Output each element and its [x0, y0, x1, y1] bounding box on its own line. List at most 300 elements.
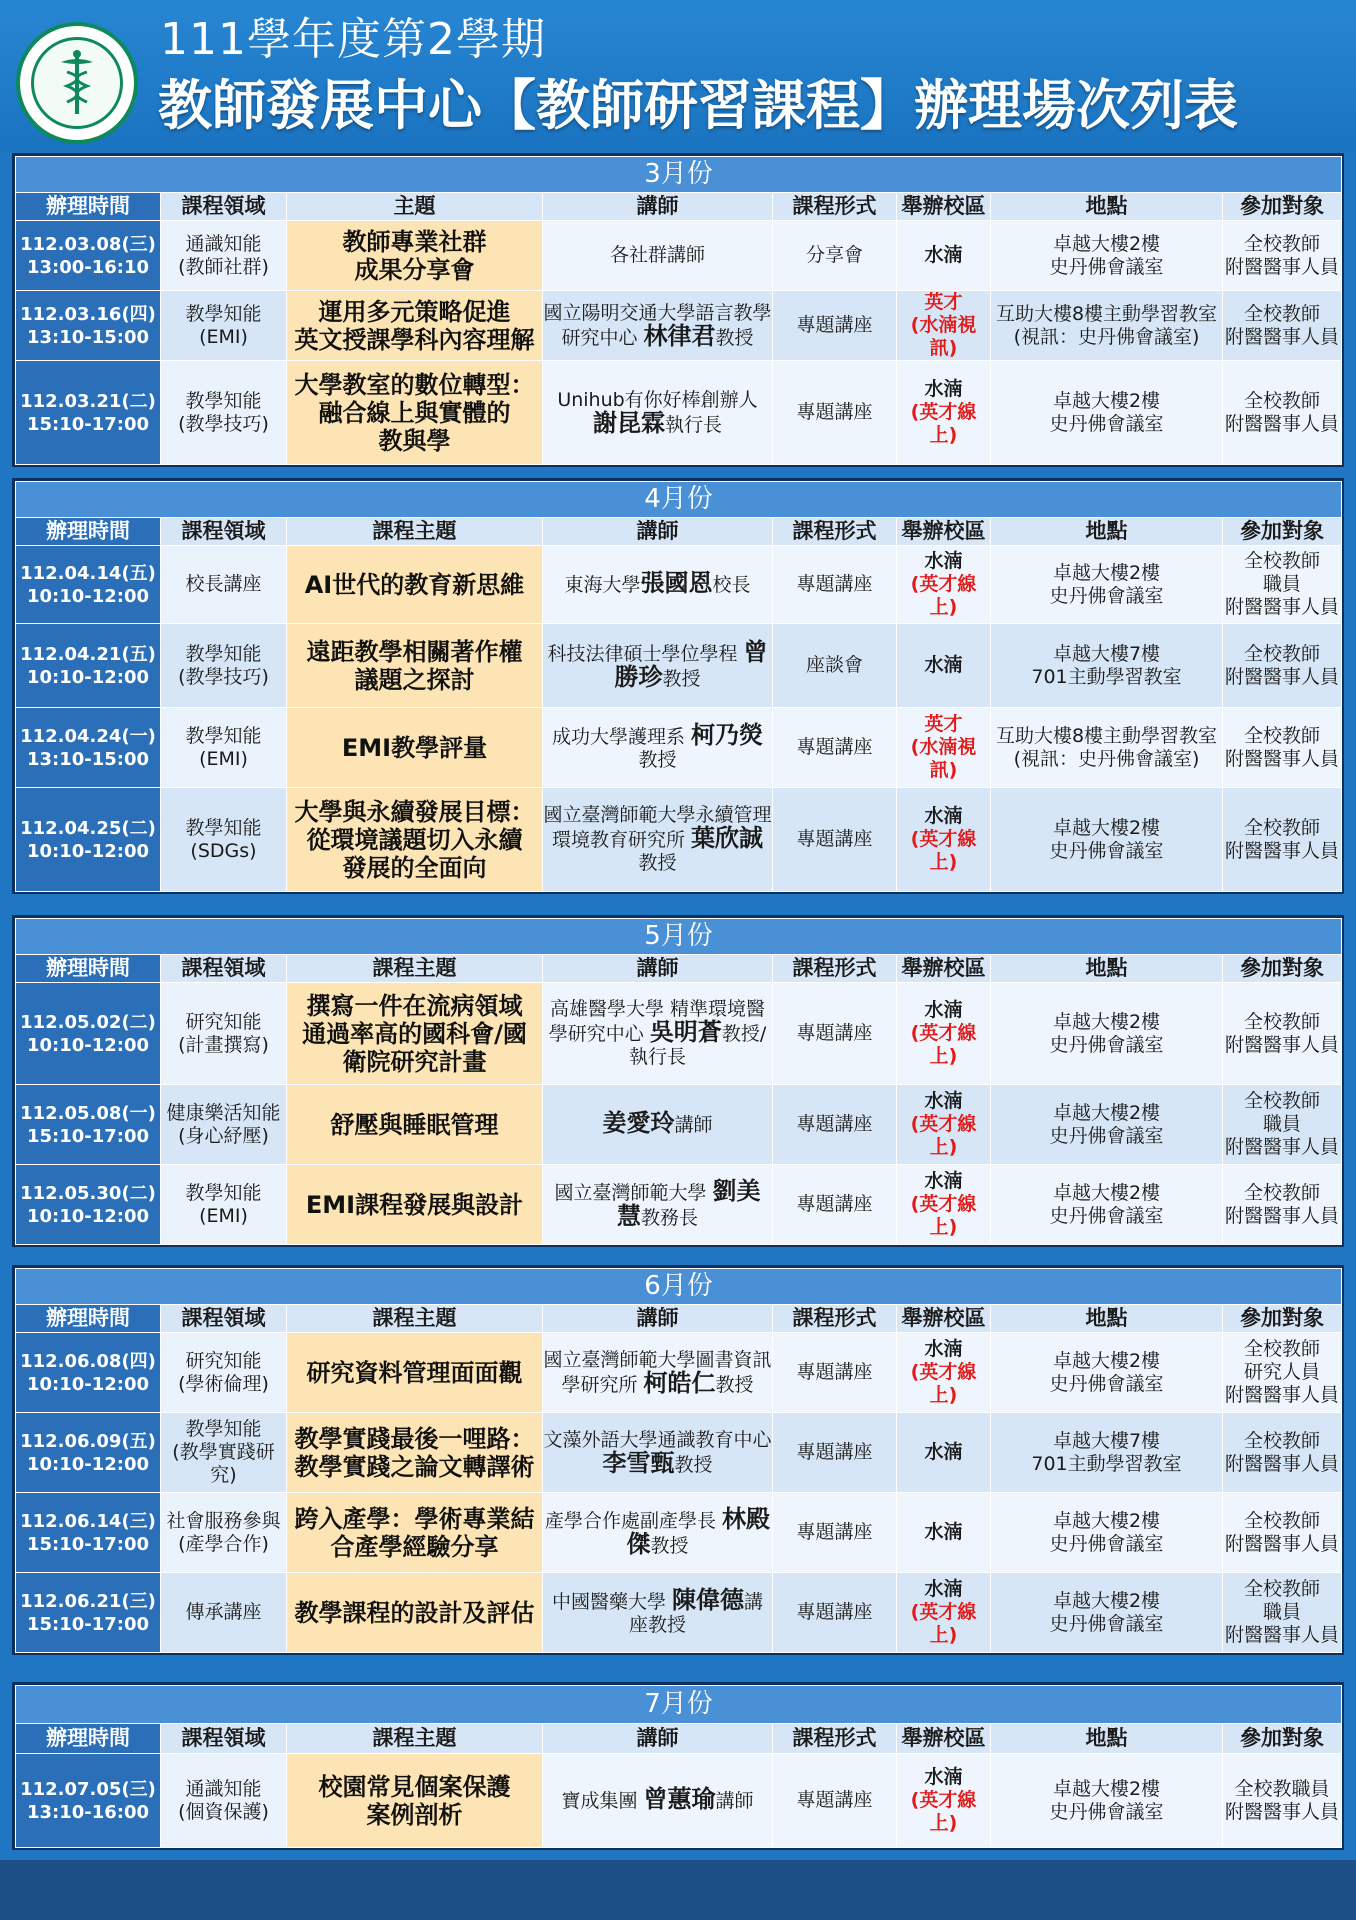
course-domain: [161, 1493, 287, 1573]
month-section-3: [12, 153, 1344, 467]
audience: [1223, 624, 1342, 708]
location: [991, 546, 1223, 624]
domain-line: 教學知能: [185, 1181, 262, 1204]
column-header-row: [16, 955, 1342, 983]
location-line: 701主動學習教室: [1031, 665, 1182, 688]
location-line: 卓越大樓2樓: [1052, 561, 1161, 584]
course-format-text: 專題講座: [796, 1361, 873, 1383]
campus: [897, 546, 991, 624]
lecturer-title: 教授: [715, 1373, 754, 1396]
campus: [897, 1165, 991, 1245]
university-logo: [16, 22, 138, 144]
audience-line: 附醫醫事人員: [1225, 1136, 1340, 1158]
course-topic: [287, 788, 543, 892]
domain-line: 校長講座: [185, 573, 262, 595]
location: [991, 1754, 1223, 1848]
campus: [897, 1413, 991, 1493]
lecturer-name: 曾蕙瑜: [643, 1785, 716, 1813]
column-header: 地點: [991, 518, 1223, 546]
campus-note: (英才線上): [910, 1113, 977, 1158]
location: [991, 291, 1223, 361]
column-header: 辦理時間: [16, 1724, 161, 1754]
column-header: 舉辦校區: [897, 518, 991, 546]
campus-note: (英才線上): [910, 573, 977, 618]
table-row: [16, 1085, 1342, 1165]
audience-line: 全校教職員: [1234, 1777, 1330, 1800]
audience-line: 附醫醫事人員: [1225, 839, 1340, 862]
lecturer-name: 柯乃熒: [691, 720, 764, 749]
location-line: 卓越大樓2樓: [1052, 1509, 1161, 1532]
column-header: 課程領域: [161, 1305, 287, 1333]
lecturer: [543, 708, 773, 788]
location-line: 卓越大樓2樓: [1052, 1349, 1161, 1372]
column-header: 課程領域: [161, 1724, 287, 1754]
column-header: 地點: [991, 955, 1223, 983]
campus: [897, 1754, 991, 1848]
course-domain: [161, 1085, 287, 1165]
audience-line: 附醫醫事人員: [1225, 747, 1340, 770]
course-domain: [161, 624, 287, 708]
lecturer: [543, 983, 773, 1085]
month-section-7: [12, 1682, 1344, 1850]
location-line: 史丹佛會議室: [1049, 584, 1164, 607]
audience-line: 附醫醫事人員: [1225, 1384, 1340, 1406]
lecturer-title: 校長: [712, 574, 751, 596]
campus-note: (英才線上): [910, 828, 977, 873]
lecturer: [543, 1413, 773, 1493]
campus-name: 水湳: [924, 244, 963, 266]
audience-line: 職員: [1263, 573, 1302, 595]
campus: [897, 221, 991, 291]
audience: [1223, 708, 1342, 788]
location: [991, 221, 1223, 291]
domain-line: 教學知能: [185, 642, 262, 665]
session-datetime: [16, 1165, 161, 1245]
campus-name: 水湳: [924, 1090, 963, 1112]
session-time: 13:10-16:00: [26, 1801, 150, 1823]
column-header: 課程形式: [773, 518, 897, 546]
audience-line: 職員: [1263, 1113, 1302, 1135]
lecturer-name: 林殿傑: [626, 1504, 771, 1558]
campus-name: 水湳: [924, 1441, 963, 1463]
location-line: 卓越大樓2樓: [1052, 1777, 1161, 1800]
domain-line: (教學技巧): [178, 665, 269, 688]
session-datetime: [16, 624, 161, 708]
lecturer-affiliation: Unihub有你好棒創辦人: [557, 388, 758, 411]
audience-line: 全校教師: [1244, 1578, 1321, 1600]
lecturer: [543, 1573, 773, 1653]
campus-name: 水湳: [924, 1338, 963, 1360]
session-datetime: [16, 546, 161, 624]
course-topic: [287, 291, 543, 361]
table-row: [16, 708, 1342, 788]
domain-line: (身心紓壓): [178, 1124, 269, 1147]
campus-note: (英才線上): [910, 1361, 977, 1406]
audience-line: 全校教師: [1244, 1090, 1321, 1112]
course-topic: [287, 1165, 543, 1245]
campus-name: 英才: [924, 713, 963, 735]
month-title: [16, 919, 1342, 955]
page-footer: [0, 1860, 1356, 1920]
campus-name: 水湳: [924, 805, 963, 827]
audience: [1223, 1754, 1342, 1848]
domain-line: (產學合作): [178, 1532, 269, 1555]
column-header: 講師: [543, 193, 773, 221]
session-date: 112.03.21(二): [20, 390, 156, 412]
course-domain: [161, 708, 287, 788]
column-header: 辦理時間: [16, 193, 161, 221]
campus-name: 水湳: [924, 1766, 963, 1788]
audience-line: 職員: [1263, 1601, 1302, 1623]
lecturer-title: 教授: [715, 326, 754, 349]
column-header: 地點: [991, 1724, 1223, 1754]
schedule-table: [15, 156, 1342, 465]
session-date: 112.05.02(二): [20, 1011, 156, 1033]
session-date: 112.06.08(四): [20, 1350, 156, 1372]
location: [991, 1573, 1223, 1653]
session-date: 112.06.09(五): [20, 1430, 156, 1452]
audience-line: 全校教師: [1244, 550, 1321, 572]
location-line: 史丹佛會議室: [1049, 1612, 1164, 1635]
audience-line: 全校教師: [1244, 302, 1321, 325]
campus: [897, 1085, 991, 1165]
course-format: [773, 546, 897, 624]
audience-line: 附醫醫事人員: [1225, 1624, 1340, 1646]
session-datetime: [16, 708, 161, 788]
table-row: [16, 221, 1342, 291]
lecturer-affiliation: 國立陽明交通大學語言教學研究中心: [543, 301, 772, 349]
session-date: 112.05.30(二): [20, 1182, 156, 1204]
location-line: 卓越大樓2樓: [1052, 1181, 1161, 1204]
column-header: 辦理時間: [16, 1305, 161, 1333]
domain-line: 社會服務參與: [166, 1509, 281, 1532]
topic-line: 通過率高的國科會/國: [302, 1019, 527, 1048]
topic-line: EMI課程發展與設計: [305, 1190, 524, 1219]
course-domain: [161, 983, 287, 1085]
column-header: 辦理時間: [16, 955, 161, 983]
domain-line: 研究知能: [185, 1010, 262, 1033]
lecturer-title: 教務長: [640, 1206, 698, 1229]
campus-name: 水湳: [924, 1521, 963, 1543]
course-format-text: 專題講座: [796, 401, 873, 423]
audience-line: 研究人員: [1244, 1361, 1321, 1383]
column-header: 主題: [287, 193, 543, 221]
course-format-text: 分享會: [805, 244, 863, 266]
lecturer-affiliation: 文藻外語大學通識教育中心: [543, 1428, 772, 1451]
location: [991, 708, 1223, 788]
audience: [1223, 983, 1342, 1085]
location-line: 互助大樓8樓主動學習教室: [995, 302, 1218, 325]
session-datetime: [16, 291, 161, 361]
month-section-6: [12, 1265, 1344, 1655]
location: [991, 983, 1223, 1085]
domain-line: 教學知能: [185, 816, 262, 839]
lecturer-title: 講師: [715, 1790, 754, 1812]
session-date: 112.04.24(一): [20, 725, 156, 747]
course-topic: [287, 708, 543, 788]
audience: [1223, 361, 1342, 465]
location: [991, 361, 1223, 465]
course-format: [773, 291, 897, 361]
column-header: 講師: [543, 1305, 773, 1333]
session-time: 13:10-15:00: [26, 326, 150, 348]
topic-line: 議題之探討: [354, 665, 475, 694]
lecturer-affiliation: 科技法律碩士學位學程: [547, 642, 744, 665]
session-date: 112.04.25(二): [20, 817, 156, 839]
lecturer-affiliation: 國立臺灣師範大學永續管理環境教育研究所: [543, 804, 772, 851]
campus-name: 水湳: [924, 1170, 963, 1192]
lecturer: [543, 624, 773, 708]
audience-line: 全校教師: [1244, 1338, 1321, 1360]
audience-line: 附醫醫事人員: [1225, 596, 1340, 618]
lecturer-title: 教授: [674, 1453, 713, 1476]
column-header-row: [16, 1724, 1342, 1754]
location: [991, 1493, 1223, 1573]
month-title-row: [16, 1686, 1342, 1724]
session-time: 10:10-12:00: [26, 1453, 150, 1475]
audience-line: 附醫醫事人員: [1225, 1204, 1340, 1227]
month-title-row: [16, 157, 1342, 193]
session-date: 112.05.08(一): [20, 1102, 156, 1124]
domain-line: (教師社群): [178, 255, 269, 278]
lecturer: [543, 291, 773, 361]
audience-line: 附醫醫事人員: [1225, 412, 1340, 435]
campus-name: 水湳: [924, 550, 963, 572]
domain-line: 教學知能: [185, 302, 262, 325]
topic-line: 衛院研究計畫: [342, 1047, 487, 1076]
column-header-row: [16, 193, 1342, 221]
topic-line: 案例剖析: [366, 1800, 463, 1829]
audience-line: 附醫醫事人員: [1225, 1532, 1340, 1555]
topic-line: 舒壓與睡眠管理: [330, 1110, 499, 1139]
topic-line: 教學實踐之論文轉譯術: [294, 1452, 535, 1481]
audience: [1223, 546, 1342, 624]
location: [991, 1165, 1223, 1245]
topic-line: 遠距教學相關著作權: [306, 637, 523, 666]
session-datetime: [16, 361, 161, 465]
campus: [897, 624, 991, 708]
location-line: 史丹佛會議室: [1049, 1532, 1164, 1555]
lecturer: [543, 1333, 773, 1413]
column-header: 參加對象: [1223, 1305, 1342, 1333]
campus: [897, 361, 991, 465]
lecturer: [543, 1085, 773, 1165]
month-title-row: [16, 919, 1342, 955]
month-title: [16, 1686, 1342, 1724]
topic-line: 教學課程的設計及評估: [294, 1598, 535, 1627]
location: [991, 1085, 1223, 1165]
course-format-text: 專題講座: [796, 1022, 873, 1044]
column-header: 參加對象: [1223, 518, 1342, 546]
table-row: [16, 291, 1342, 361]
table-row: [16, 1754, 1342, 1848]
location-line: 史丹佛會議室: [1049, 1372, 1164, 1395]
column-header: 舉辦校區: [897, 1305, 991, 1333]
session-datetime: [16, 1413, 161, 1493]
column-header: 課程形式: [773, 955, 897, 983]
lecturer: [543, 1165, 773, 1245]
course-topic: [287, 1573, 543, 1653]
campus-name: 英才: [924, 291, 963, 313]
session-datetime: [16, 1754, 161, 1848]
month-title: [16, 482, 1342, 518]
lecturer-name: 曾勝珍: [614, 637, 768, 691]
schedule-table: [15, 918, 1342, 1245]
course-topic: [287, 1413, 543, 1493]
lecturer: [543, 221, 773, 291]
session-datetime: [16, 788, 161, 892]
lecturer: [543, 361, 773, 465]
course-format: [773, 1493, 897, 1573]
audience-line: 附醫醫事人員: [1225, 1452, 1340, 1475]
lecturer-name: 姜愛玲: [602, 1109, 675, 1137]
lecturer: [543, 788, 773, 892]
audience: [1223, 291, 1342, 361]
course-topic: [287, 221, 543, 291]
table-row: [16, 1165, 1342, 1245]
column-header: 舉辦校區: [897, 955, 991, 983]
location-line: 互助大樓8樓主動學習教室: [995, 724, 1218, 747]
schedule-table: [15, 1685, 1342, 1848]
audience-line: 附醫醫事人員: [1225, 1800, 1340, 1823]
course-domain: [161, 291, 287, 361]
session-date: 112.06.14(三): [20, 1510, 156, 1532]
course-topic: [287, 361, 543, 465]
topic-line: 大學教室的數位轉型：: [294, 370, 535, 399]
lecturer-affiliation: 國立臺灣師範大學圖書資訊學研究所: [543, 1348, 772, 1396]
course-format: [773, 1754, 897, 1848]
audience-line: 附醫醫事人員: [1225, 255, 1340, 278]
course-format: [773, 624, 897, 708]
month-title-row: [16, 1269, 1342, 1305]
month-title-text: 4月份: [644, 484, 713, 514]
column-header: 課程形式: [773, 1724, 897, 1754]
campus: [897, 708, 991, 788]
campus-note: (水湳視訊): [910, 736, 977, 781]
audience-line: 附醫醫事人員: [1225, 665, 1340, 688]
caduceus-icon: [47, 48, 107, 118]
course-format-text: 專題講座: [796, 1521, 873, 1543]
campus-name: 水湳: [924, 1578, 963, 1600]
domain-line: (SDGs): [190, 839, 257, 862]
schedule-table: [15, 1268, 1342, 1653]
domain-line: (學術倫理): [178, 1372, 269, 1395]
table-row: [16, 1573, 1342, 1653]
domain-line: (教學技巧): [178, 412, 269, 435]
topic-line: 發展的全面向: [342, 853, 487, 882]
campus: [897, 291, 991, 361]
audience-line: 全校教師: [1244, 724, 1321, 747]
campus-note: (英才線上): [910, 401, 977, 446]
topic-line: 大學與永續發展目標：: [294, 797, 535, 826]
audience: [1223, 1493, 1342, 1573]
session-time: 10:10-12:00: [26, 1205, 150, 1227]
course-format: [773, 983, 897, 1085]
course-domain: [161, 1165, 287, 1245]
table-row: [16, 1413, 1342, 1493]
session-time: 15:10-17:00: [26, 1125, 150, 1147]
column-header: 講師: [543, 518, 773, 546]
page-title: 教師發展中心【教師研習課程】辦理場次列表: [158, 74, 1238, 137]
session-datetime: [16, 221, 161, 291]
lecturer: [543, 546, 773, 624]
location-line: 卓越大樓2樓: [1052, 1589, 1161, 1612]
topic-line: 合產學經驗分享: [330, 1532, 499, 1561]
topic-line: 教與學: [378, 426, 451, 455]
course-format-text: 專題講座: [796, 1193, 873, 1215]
course-domain: [161, 1333, 287, 1413]
domain-line: (EMI): [199, 747, 248, 770]
campus-note: (英才線上): [910, 1022, 977, 1067]
session-datetime: [16, 983, 161, 1085]
course-format-text: 專題講座: [796, 1789, 873, 1811]
month-title: [16, 157, 1342, 193]
location-line: 卓越大樓2樓: [1052, 1010, 1161, 1033]
lecturer-title: 教授/執行長: [628, 1023, 767, 1068]
lecturer: [543, 1493, 773, 1573]
topic-line: 英文授課學科內容理解: [294, 325, 535, 354]
lecturer-title: 講座教授: [628, 1590, 764, 1636]
column-header: 講師: [543, 1724, 773, 1754]
course-domain: [161, 1754, 287, 1848]
topic-line: 跨入產學：學術專業結: [294, 1504, 535, 1533]
topic-line: 成果分享會: [354, 255, 475, 284]
course-domain: [161, 788, 287, 892]
domain-line: (個資保護): [178, 1800, 269, 1823]
session-time: 10:10-12:00: [26, 1034, 150, 1056]
lecturer-affiliation: 成功大學護理系: [551, 725, 692, 748]
location-line: (視訊：史丹佛會議室): [1013, 325, 1200, 348]
audience: [1223, 1165, 1342, 1245]
audience-line: 附醫醫事人員: [1225, 325, 1340, 348]
lecturer-affiliation: 產學合作處副產學長: [544, 1509, 723, 1532]
domain-line: 通識知能: [185, 232, 262, 255]
column-header: 課程領域: [161, 518, 287, 546]
session-date: 112.04.21(五): [20, 643, 156, 665]
campus-note: (英才線上): [910, 1789, 977, 1834]
column-header: 課程領域: [161, 955, 287, 983]
domain-line: 教學知能: [185, 1418, 262, 1440]
campus-note: (英才線上): [910, 1601, 977, 1646]
month-title-row: [16, 482, 1342, 518]
course-topic: [287, 546, 543, 624]
lecturer-affiliation: 東海大學: [564, 574, 641, 596]
course-format-text: 專題講座: [796, 573, 873, 595]
session-datetime: [16, 1333, 161, 1413]
lecturer-name: 吳明蒼: [649, 1018, 722, 1046]
course-topic: [287, 1333, 543, 1413]
session-date: 112.03.16(四): [20, 303, 156, 325]
location-line: 卓越大樓7樓: [1052, 642, 1161, 665]
session-datetime: [16, 1493, 161, 1573]
location-line: 史丹佛會議室: [1049, 255, 1164, 278]
topic-line: 教師專業社群: [342, 227, 487, 256]
month-section-5: [12, 915, 1344, 1247]
lecturer-name: 張國恩: [640, 569, 713, 597]
campus-name: 水湳: [924, 654, 963, 676]
column-header: 課程主題: [287, 955, 543, 983]
course-domain: [161, 1413, 287, 1493]
topic-line: 校園常見個案保護: [318, 1772, 511, 1801]
course-format: [773, 1085, 897, 1165]
column-header: 課程形式: [773, 193, 897, 221]
topic-line: AI世代的教育新思維: [304, 570, 525, 599]
lecturer-affiliation: 中國醫藥大學: [551, 1590, 673, 1613]
audience-line: 全校教師: [1244, 389, 1321, 412]
location-line: 卓越大樓2樓: [1052, 816, 1161, 839]
lecturer-title: 教授: [638, 852, 677, 874]
session-time: 15:10-17:00: [26, 413, 150, 435]
